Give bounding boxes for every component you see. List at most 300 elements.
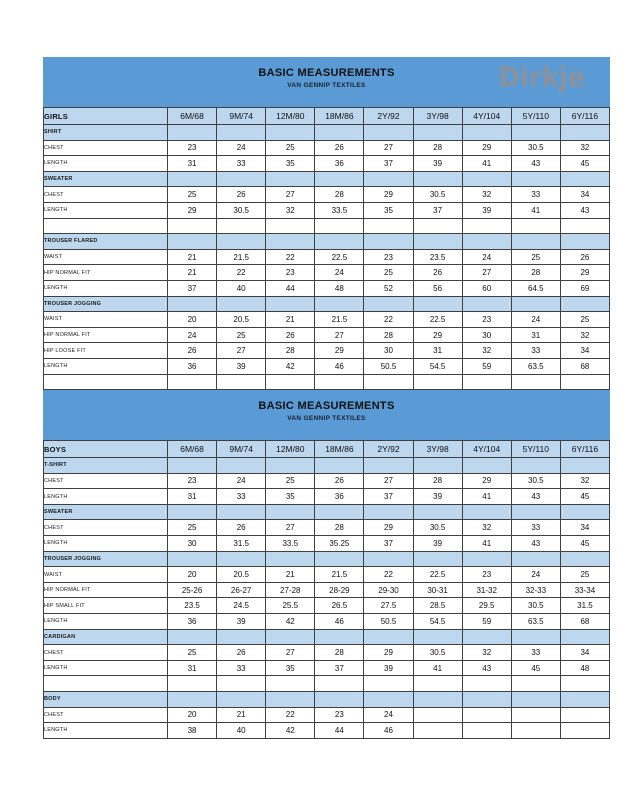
value-cell: 45: [511, 660, 560, 676]
value-cell: 43: [511, 536, 560, 552]
value-cell: 31.5: [217, 536, 266, 552]
value-cell: 31: [168, 660, 217, 676]
value-cell: 50.5: [364, 614, 413, 630]
empty-cell: [560, 374, 609, 390]
data-row: [44, 614, 610, 630]
empty-cell: [462, 676, 511, 692]
section-row: [44, 692, 610, 708]
value-cell: 26: [217, 187, 266, 203]
value-cell: 26: [315, 473, 364, 489]
value-cell: 45: [560, 156, 609, 172]
section-row: [44, 171, 610, 187]
section-cell: [462, 458, 511, 474]
data-row: [44, 156, 610, 172]
value-cell: 20: [168, 707, 217, 723]
section-cell: [364, 458, 413, 474]
empty-cell: [560, 676, 609, 692]
section-cell: [315, 551, 364, 567]
empty-cell: [168, 676, 217, 692]
value-cell: 24: [315, 265, 364, 281]
value-cell: 52: [364, 280, 413, 296]
value-cell: 28: [315, 187, 364, 203]
size-column-header: 18M/86: [315, 441, 364, 458]
value-cell: 42: [266, 723, 315, 739]
value-cell: 25: [266, 473, 315, 489]
value-cell: 28: [266, 343, 315, 359]
value-cell: 43: [511, 156, 560, 172]
value-cell: 37: [364, 536, 413, 552]
value-cell: [511, 723, 560, 739]
value-cell: 37: [364, 489, 413, 505]
value-cell: 24.5: [217, 598, 266, 614]
section-label: SWEATER: [44, 171, 168, 187]
empty-cell: [413, 374, 462, 390]
value-cell: 44: [266, 280, 315, 296]
value-cell: 34: [560, 520, 609, 536]
empty-row: [44, 374, 610, 390]
value-cell: 27: [266, 645, 315, 661]
value-cell: 28.5: [413, 598, 462, 614]
data-row: [44, 358, 610, 374]
value-cell: 22: [364, 312, 413, 328]
section-cell: [217, 504, 266, 520]
girls-table-title: BASIC MEASUREMENTS: [258, 67, 395, 79]
value-cell: 28-29: [315, 582, 364, 598]
row-label: LENGTH: [44, 358, 168, 374]
section-cell: [168, 692, 217, 708]
value-cell: 21.5: [315, 312, 364, 328]
value-cell: 22.5: [315, 249, 364, 265]
section-cell: [315, 125, 364, 141]
value-cell: 24: [462, 249, 511, 265]
value-cell: 33: [511, 645, 560, 661]
value-cell: 29: [364, 645, 413, 661]
section-cell: [511, 458, 560, 474]
value-cell: 20.5: [217, 567, 266, 583]
row-label: WAIST: [44, 567, 168, 583]
section-cell: [413, 125, 462, 141]
value-cell: 31: [168, 489, 217, 505]
value-cell: 36: [168, 358, 217, 374]
value-cell: 31: [413, 343, 462, 359]
value-cell: 20.5: [217, 312, 266, 328]
section-cell: [266, 629, 315, 645]
row-label: LENGTH: [44, 202, 168, 218]
empty-cell: [315, 374, 364, 390]
value-cell: 63.5: [511, 358, 560, 374]
value-cell: 30.5: [217, 202, 266, 218]
row-label: HIP NORMAL FIT: [44, 582, 168, 598]
section-cell: [315, 629, 364, 645]
boys-header-band: [43, 390, 610, 440]
section-cell: [413, 458, 462, 474]
value-cell: 26: [413, 265, 462, 281]
value-cell: 30.5: [511, 598, 560, 614]
empty-cell: [266, 676, 315, 692]
value-cell: 54.5: [413, 614, 462, 630]
section-cell: [266, 504, 315, 520]
value-cell: 27.5: [364, 598, 413, 614]
section-cell: [217, 234, 266, 250]
data-row: [44, 327, 610, 343]
section-cell: [413, 629, 462, 645]
row-label: CHEST: [44, 645, 168, 661]
value-cell: 23.5: [413, 249, 462, 265]
data-row: [44, 723, 610, 739]
value-cell: 43: [511, 489, 560, 505]
empty-label-cell: [44, 374, 168, 390]
value-cell: 48: [315, 280, 364, 296]
section-cell: [364, 692, 413, 708]
boys-measurements-table: [43, 440, 610, 739]
section-cell: [168, 551, 217, 567]
value-cell: 43: [462, 660, 511, 676]
value-cell: 33: [511, 520, 560, 536]
value-cell: 22: [266, 707, 315, 723]
value-cell: 29: [462, 140, 511, 156]
value-cell: 46: [315, 358, 364, 374]
section-label: TROUSER FLARED: [44, 234, 168, 250]
value-cell: 50.5: [364, 358, 413, 374]
size-column-header: 9M/74: [217, 108, 266, 125]
size-column-header: 2Y/92: [364, 441, 413, 458]
girls-table-subtitle: VAN GENNIP TEXTILES: [287, 82, 366, 89]
value-cell: 45: [560, 536, 609, 552]
value-cell: 36: [315, 489, 364, 505]
row-label: LENGTH: [44, 536, 168, 552]
value-cell: 39: [364, 660, 413, 676]
value-cell: 56: [413, 280, 462, 296]
section-cell: [168, 234, 217, 250]
value-cell: 23: [364, 249, 413, 265]
section-cell: [560, 504, 609, 520]
empty-cell: [315, 676, 364, 692]
value-cell: 27: [266, 187, 315, 203]
value-cell: 59: [462, 358, 511, 374]
empty-cell: [364, 374, 413, 390]
value-cell: 59: [462, 614, 511, 630]
value-cell: 29: [168, 202, 217, 218]
section-row: [44, 125, 610, 141]
value-cell: 26: [168, 343, 217, 359]
value-cell: 21: [266, 312, 315, 328]
value-cell: 44: [315, 723, 364, 739]
value-cell: 32: [266, 202, 315, 218]
data-row: [44, 265, 610, 281]
section-cell: [560, 296, 609, 312]
section-cell: [364, 629, 413, 645]
value-cell: 26: [315, 140, 364, 156]
section-cell: [462, 551, 511, 567]
value-cell: 30.5: [511, 140, 560, 156]
value-cell: 23: [462, 312, 511, 328]
section-cell: [168, 125, 217, 141]
empty-label-cell: [44, 676, 168, 692]
value-cell: 31: [511, 327, 560, 343]
value-cell: 24: [511, 312, 560, 328]
value-cell: 27: [364, 140, 413, 156]
row-label: CHEST: [44, 520, 168, 536]
value-cell: 29.5: [462, 598, 511, 614]
value-cell: 23: [315, 707, 364, 723]
section-label: BODY: [44, 692, 168, 708]
empty-cell: [217, 218, 266, 234]
value-cell: 25-26: [168, 582, 217, 598]
value-cell: 39: [462, 202, 511, 218]
section-cell: [217, 692, 266, 708]
section-cell: [315, 692, 364, 708]
value-cell: 39: [413, 536, 462, 552]
section-cell: [266, 458, 315, 474]
value-cell: 27: [266, 520, 315, 536]
column-header-row: [44, 441, 610, 458]
value-cell: 41: [462, 156, 511, 172]
value-cell: 30.5: [413, 520, 462, 536]
value-cell: 40: [217, 280, 266, 296]
empty-cell: [462, 218, 511, 234]
section-cell: [462, 125, 511, 141]
value-cell: 25.5: [266, 598, 315, 614]
value-cell: 33.5: [266, 536, 315, 552]
data-row: [44, 202, 610, 218]
data-row: [44, 489, 610, 505]
section-cell: [511, 234, 560, 250]
section-row: [44, 551, 610, 567]
section-cell: [413, 234, 462, 250]
data-row: [44, 140, 610, 156]
value-cell: 33: [511, 187, 560, 203]
row-label: CHEST: [44, 187, 168, 203]
empty-cell: [364, 676, 413, 692]
data-row: [44, 343, 610, 359]
section-cell: [217, 296, 266, 312]
value-cell: 29: [364, 187, 413, 203]
section-cell: [364, 504, 413, 520]
value-cell: 25: [266, 140, 315, 156]
boys-table-subtitle: VAN GENNIP TEXTILES: [287, 415, 366, 423]
value-cell: 37: [315, 660, 364, 676]
value-cell: 26: [266, 327, 315, 343]
row-label: CHEST: [44, 707, 168, 723]
value-cell: 30-31: [413, 582, 462, 598]
value-cell: 33-34: [560, 582, 609, 598]
section-cell: [217, 125, 266, 141]
data-row: [44, 249, 610, 265]
row-label: CHEST: [44, 140, 168, 156]
row-label: WAIST: [44, 249, 168, 265]
value-cell: 41: [462, 536, 511, 552]
row-label: LENGTH: [44, 156, 168, 172]
value-cell: 28: [315, 520, 364, 536]
value-cell: 36: [168, 614, 217, 630]
section-cell: [266, 171, 315, 187]
value-cell: 23.5: [168, 598, 217, 614]
empty-cell: [413, 676, 462, 692]
value-cell: 43: [560, 202, 609, 218]
data-row: [44, 598, 610, 614]
section-cell: [560, 692, 609, 708]
value-cell: 46: [364, 723, 413, 739]
empty-cell: [168, 374, 217, 390]
value-cell: 30: [462, 327, 511, 343]
group-label: BOYS: [44, 441, 168, 458]
value-cell: 30.5: [511, 473, 560, 489]
data-row: [44, 473, 610, 489]
value-cell: 35: [364, 202, 413, 218]
section-cell: [560, 171, 609, 187]
section-cell: [266, 125, 315, 141]
section-cell: [266, 234, 315, 250]
section-cell: [168, 458, 217, 474]
empty-cell: [315, 218, 364, 234]
section-row: [44, 234, 610, 250]
section-row: [44, 504, 610, 520]
value-cell: 39: [413, 489, 462, 505]
size-column-header: 6Y/116: [560, 441, 609, 458]
section-cell: [560, 629, 609, 645]
value-cell: 42: [266, 358, 315, 374]
section-cell: [413, 296, 462, 312]
value-cell: [511, 707, 560, 723]
empty-label-cell: [44, 218, 168, 234]
value-cell: 20: [168, 312, 217, 328]
section-cell: [462, 692, 511, 708]
value-cell: 64.5: [511, 280, 560, 296]
section-cell: [511, 504, 560, 520]
value-cell: 21: [168, 249, 217, 265]
row-label: HIP NORMAL FIT: [44, 327, 168, 343]
value-cell: 29: [315, 343, 364, 359]
section-label: TROUSER JOGGING: [44, 551, 168, 567]
value-cell: 26.5: [315, 598, 364, 614]
value-cell: 42: [266, 614, 315, 630]
empty-cell: [217, 676, 266, 692]
row-label: HIP LOOSE FIT: [44, 343, 168, 359]
size-column-header: 12M/80: [266, 441, 315, 458]
section-cell: [364, 296, 413, 312]
row-label: LENGTH: [44, 489, 168, 505]
section-cell: [217, 551, 266, 567]
value-cell: 27: [315, 327, 364, 343]
section-label: SWEATER: [44, 504, 168, 520]
value-cell: 35: [266, 489, 315, 505]
section-cell: [560, 234, 609, 250]
value-cell: 68: [560, 358, 609, 374]
section-cell: [511, 692, 560, 708]
size-column-header: 6M/68: [168, 108, 217, 125]
value-cell: 25: [168, 187, 217, 203]
value-cell: 29-30: [364, 582, 413, 598]
value-cell: 25: [560, 567, 609, 583]
empty-cell: [511, 676, 560, 692]
section-label: TROUSER JOGGING: [44, 296, 168, 312]
empty-cell: [511, 374, 560, 390]
size-column-header: 4Y/104: [462, 441, 511, 458]
value-cell: 37: [413, 202, 462, 218]
value-cell: 27-28: [266, 582, 315, 598]
section-label: T-SHIRT: [44, 458, 168, 474]
value-cell: 22.5: [413, 312, 462, 328]
value-cell: 30.5: [413, 645, 462, 661]
value-cell: 33: [217, 489, 266, 505]
value-cell: 37: [168, 280, 217, 296]
section-cell: [511, 171, 560, 187]
section-cell: [511, 296, 560, 312]
value-cell: 27: [462, 265, 511, 281]
value-cell: [462, 707, 511, 723]
value-cell: 22.5: [413, 567, 462, 583]
section-cell: [364, 234, 413, 250]
value-cell: 69: [560, 280, 609, 296]
section-cell: [364, 171, 413, 187]
size-column-header: 3Y/98: [413, 441, 462, 458]
value-cell: 28: [364, 327, 413, 343]
measurement-sheet: [43, 57, 610, 739]
empty-row: [44, 676, 610, 692]
size-column-header: 9M/74: [217, 441, 266, 458]
value-cell: 34: [560, 645, 609, 661]
section-cell: [413, 692, 462, 708]
value-cell: 24: [168, 327, 217, 343]
section-cell: [315, 458, 364, 474]
value-cell: 63.5: [511, 614, 560, 630]
value-cell: 32-33: [511, 582, 560, 598]
value-cell: 34: [560, 343, 609, 359]
section-cell: [462, 234, 511, 250]
value-cell: 29: [413, 327, 462, 343]
section-cell: [168, 629, 217, 645]
data-row: [44, 567, 610, 583]
value-cell: 36: [315, 156, 364, 172]
section-cell: [168, 296, 217, 312]
value-cell: 30.5: [413, 187, 462, 203]
row-label: LENGTH: [44, 723, 168, 739]
section-row: [44, 629, 610, 645]
value-cell: 30: [364, 343, 413, 359]
value-cell: 32: [560, 473, 609, 489]
value-cell: 41: [511, 202, 560, 218]
empty-cell: [364, 218, 413, 234]
size-column-header: 12M/80: [266, 108, 315, 125]
value-cell: 29: [364, 520, 413, 536]
value-cell: 41: [462, 489, 511, 505]
section-cell: [462, 629, 511, 645]
value-cell: 32: [560, 327, 609, 343]
value-cell: 45: [560, 489, 609, 505]
section-cell: [168, 504, 217, 520]
section-cell: [266, 551, 315, 567]
section-cell: [413, 551, 462, 567]
value-cell: 32: [462, 645, 511, 661]
value-cell: 28: [413, 140, 462, 156]
value-cell: 35: [266, 660, 315, 676]
section-cell: [560, 125, 609, 141]
empty-cell: [462, 374, 511, 390]
value-cell: 39: [217, 358, 266, 374]
empty-cell: [413, 218, 462, 234]
value-cell: 31-32: [462, 582, 511, 598]
row-label: LENGTH: [44, 660, 168, 676]
value-cell: 32: [462, 520, 511, 536]
value-cell: 35: [266, 156, 315, 172]
value-cell: [560, 723, 609, 739]
section-label: CARDIGAN: [44, 629, 168, 645]
section-cell: [364, 551, 413, 567]
size-column-header: 6M/68: [168, 441, 217, 458]
value-cell: 23: [266, 265, 315, 281]
value-cell: 33.5: [315, 202, 364, 218]
value-cell: 25: [364, 265, 413, 281]
